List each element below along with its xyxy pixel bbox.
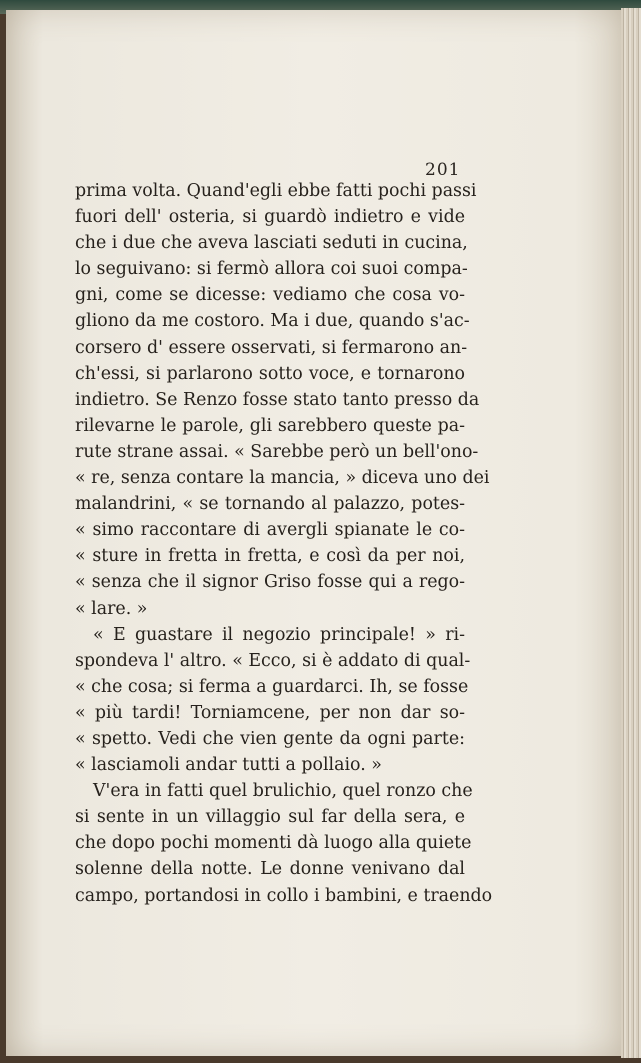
text-line: solenne della notte. Le donne venivano dal bbox=[75, 859, 465, 880]
text-line: ch'essi, si parlarono sotto voce, e tornarono bbox=[75, 363, 465, 384]
text-line: « sture in fretta in fretta, e così da per noi, bbox=[75, 546, 465, 567]
text-line: lo seguivano: si fermò allora coi suoi compa- bbox=[75, 259, 468, 280]
text-line: che dopo pochi momenti dà luogo alla quiete bbox=[75, 833, 472, 854]
page-text bbox=[75, 178, 493, 909]
text-line: prima volta. Quand'egli ebbe fatti pochi passi bbox=[75, 181, 477, 201]
text-line: « simo raccontare di avergli spianate le co- bbox=[75, 520, 465, 541]
text-line: malandrini, « se tornando al palazzo, potes- bbox=[75, 494, 465, 515]
page-number: 201 bbox=[425, 160, 461, 180]
text-line: corsero d' essere osservati, si fermarono an- bbox=[75, 337, 468, 358]
text-line: « re, senza contare la mancia, » diceva uno dei bbox=[75, 468, 490, 489]
text-line: « più tardi! Torniamcene, per non dar so- bbox=[75, 702, 465, 723]
text-line: si sente in un villaggio sul far della sera, e bbox=[75, 807, 465, 828]
text-line: V'era in fatti quel brulichio, quel ronzo che bbox=[93, 781, 473, 802]
text-line: « spetto. Vedi che vien gente da ogni parte: bbox=[75, 728, 465, 749]
text-line: gliono da me costoro. Ma i due, quando s'ac- bbox=[75, 311, 470, 332]
text-line: « che cosa; si ferma a guardarci. Ih, se fosse bbox=[75, 676, 469, 697]
text-line: che i due che aveva lasciati seduti in cucina, bbox=[75, 233, 468, 254]
text-line: « senza che il signor Griso fosse qui a rego- bbox=[75, 572, 465, 593]
text-line: fuori dell' osteria, si guardò indietro e vide bbox=[75, 207, 465, 228]
text-line: « E guastare il negozio principale! » ri- bbox=[93, 624, 465, 645]
text-line: rilevarne le parole, gli sarebbero queste pa- bbox=[75, 415, 465, 436]
text-line: campo, portandosi in collo i bambini, e traendo bbox=[75, 885, 493, 906]
page-stack-edge bbox=[621, 8, 641, 1058]
text-line: spondeva l' altro. « Ecco, si è addato di qual- bbox=[75, 650, 471, 671]
text-line: gni, come se dicesse: vediamo che cosa vo- bbox=[75, 285, 465, 306]
text-line: indietro. Se Renzo fosse stato tanto presso da bbox=[75, 389, 480, 410]
text-line: rute strane assai. « Sarebbe però un bell'ono- bbox=[75, 441, 479, 462]
text-line: « lare. » bbox=[75, 598, 148, 619]
text-line: « lasciamoli andar tutti a pollaio. » bbox=[75, 755, 382, 776]
